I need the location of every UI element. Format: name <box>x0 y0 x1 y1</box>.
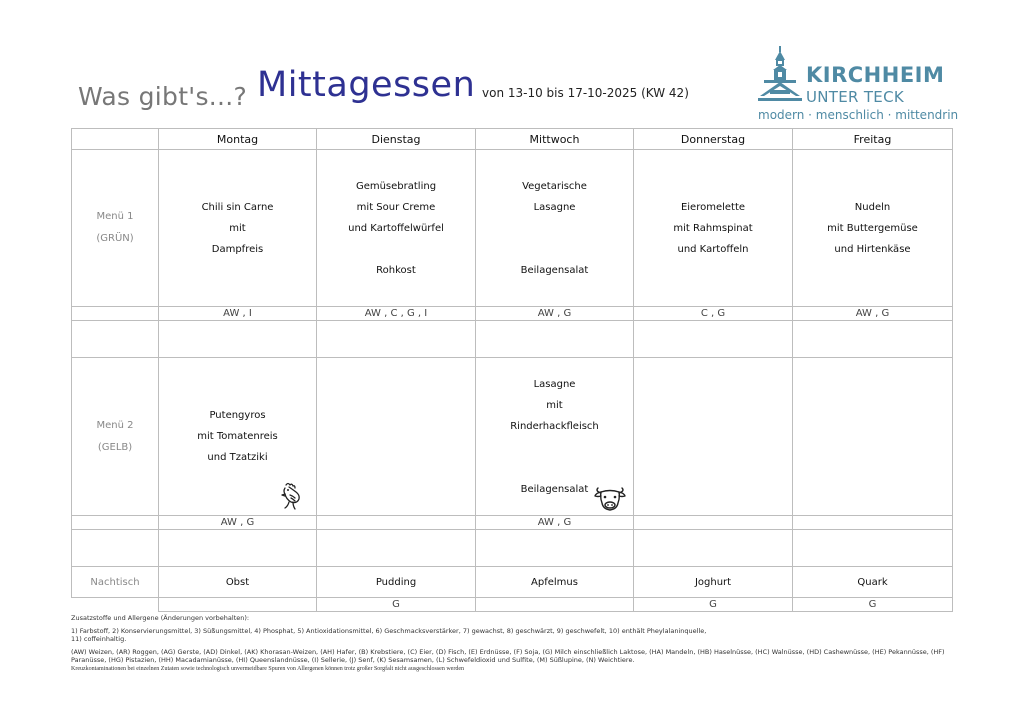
dessert-item: Pudding <box>317 567 476 598</box>
additives-list: 1) Farbstoff, 2) Konservierungsmittel, 3) Süßungsmittel, 4) Phosphat, 5) Antioxidationsmittel, 6) Geschmacksverstärker, 7) gewachst, 8) geschwärzt, 9) geschwefelt, 10) enthält Pheylalaninquelle, <box>71 626 707 635</box>
cow-icon <box>593 483 627 513</box>
allergen-code: AW , I <box>159 307 317 321</box>
menu2-dish-thursday <box>634 358 793 516</box>
header-prefix: Was gibt's...? <box>78 82 248 111</box>
cross-contamination-note: Kreuzkontaminationen bei einzelnen Zutaten sowie technologisch unvermeidbare Spuren von Allergenen können trotz großer Sorgfalt nicht ausgeschlossen werden <box>71 665 464 672</box>
menu-table <box>71 128 953 612</box>
allergen-code <box>793 516 953 530</box>
allergen-code <box>476 598 634 612</box>
spacer-row <box>72 530 953 567</box>
allergen-code <box>159 598 317 612</box>
menu2-dish-friday <box>793 358 953 516</box>
day-header: Dienstag <box>317 129 476 150</box>
day-header: Mittwoch <box>476 129 634 150</box>
day-header: Donnerstag <box>634 129 793 150</box>
menu1-dish-wednesday: Vegetarische Lasagne Beilagensalat <box>476 150 634 307</box>
church-tower-icon <box>758 46 802 104</box>
menu2-row <box>72 358 953 516</box>
dessert-item: Quark <box>793 567 953 598</box>
allergen-code <box>634 516 793 530</box>
logo-name: KIRCHHEIM <box>806 63 945 87</box>
legend-intro: Zusatzstoffe und Allergene (Änderungen vorbehalten): <box>71 614 250 622</box>
allergen-code: G <box>793 598 953 612</box>
menu2-dish-wednesday: Lasagne mit Rinderhackfleisch Beilagensalat <box>476 358 634 516</box>
additives-list-cont: 11) coffeinhaltig. <box>71 635 127 644</box>
day-header-row <box>72 129 953 150</box>
allergen-code: AW , C , G , I <box>317 307 476 321</box>
day-header: Freitag <box>793 129 953 150</box>
logo-tagline: modern · menschlich · mittendrin <box>758 108 959 122</box>
allergen-code: AW , G <box>159 516 317 530</box>
page-title: Mittagessen <box>257 65 476 105</box>
menu1-allergen-row <box>72 307 953 321</box>
dessert-row <box>72 567 953 598</box>
chicken-icon <box>274 481 302 511</box>
city-logo <box>758 46 958 124</box>
menu2-allergen-row <box>72 516 953 530</box>
allergen-code: AW , G <box>476 307 634 321</box>
menu1-dish-tuesday: Gemüsebratling mit Sour Creme und Kartoffelwürfel Rohkost <box>317 150 476 307</box>
menu2-dish-tuesday <box>317 358 476 516</box>
dessert-item: Obst <box>159 567 317 598</box>
dessert-item: Joghurt <box>634 567 793 598</box>
menu1-label: Menü 1 (GRÜN) <box>72 150 159 307</box>
allergen-code: AW , G <box>793 307 953 321</box>
date-range: von 13-10 bis 17-10-2025 (KW 42) <box>482 86 689 100</box>
menu1-dish-friday: Nudeln mit Buttergemüse und Hirtenkäse <box>793 150 953 307</box>
allergen-code: G <box>634 598 793 612</box>
allergens-list-cont: Paranüsse, (HG) Pistazien, (HH) Macadamianüsse, (HI) Queenslandnüsse, (I) Sellerie, (J) Senf, (K) Sesamsamen, (L) Schwefeldioxid und Sulfite, (M) Süßlupine, (N) Weichtiere. <box>71 656 635 665</box>
menu2-dish-monday: Putengyros mit Tomatenreis und Tzatziki <box>159 358 317 516</box>
menu1-dish-thursday: Eieromelette mit Rahmspinat und Kartoffeln <box>634 150 793 307</box>
day-header: Montag <box>159 129 317 150</box>
allergen-code: AW , G <box>476 516 634 530</box>
menu2-label: Menü 2 (GELB) <box>72 358 159 516</box>
dessert-allergen-row <box>72 598 953 612</box>
dessert-label: Nachtisch <box>72 567 159 598</box>
allergen-code: C , G <box>634 307 793 321</box>
menu1-dish-monday: Chili sin Carne mit Dampfreis <box>159 150 317 307</box>
allergen-code <box>317 516 476 530</box>
logo-subname: UNTER TECK <box>806 88 904 106</box>
dessert-item: Apfelmus <box>476 567 634 598</box>
allergen-legend <box>71 614 951 678</box>
spacer-row <box>72 321 953 358</box>
allergen-code: G <box>317 598 476 612</box>
allergens-list: (AW) Weizen, (AR) Roggen, (AG) Gerste, (AD) Dinkel, (AK) Khorasan-Weizen, (AH) Hafer, (B) Krebstiere, (C) Eier, (D) Fisch, (E) Erdnüsse, (F) Soja, (G) Milch einschließlich Laktose, (HA) Mandeln, (HB) Haselnüsse, (HC) Walnüsse, (HD) Cashewnüsse, (HE) Pekannüsse, (HF) <box>71 647 945 656</box>
menu1-row <box>72 150 953 307</box>
